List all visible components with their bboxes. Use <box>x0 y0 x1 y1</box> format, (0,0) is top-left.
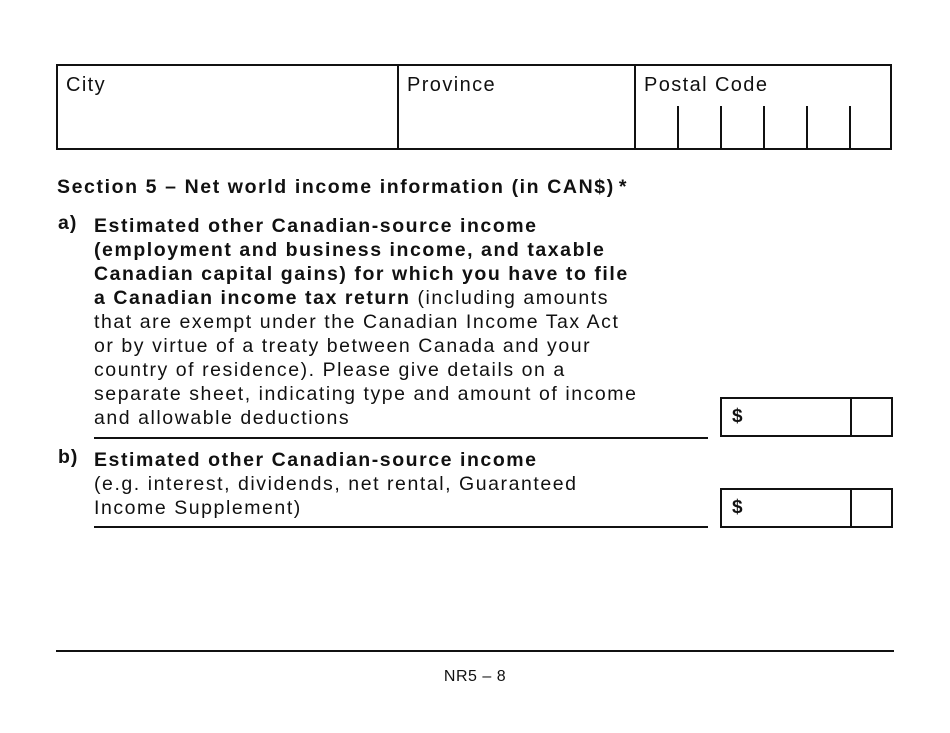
postal-code-divider <box>763 106 765 148</box>
item-a-line: that are exempt under the Canadian Income Tax Act <box>94 311 620 333</box>
item-a-cents-input[interactable] <box>852 399 891 435</box>
city-label: City <box>66 74 107 96</box>
page-number: NR5 – 8 <box>443 668 507 685</box>
postal-code-label: Postal Code <box>644 74 769 96</box>
postal-code-divider <box>849 106 851 148</box>
dollar-sign: $ <box>732 497 743 518</box>
item-a-mixed-line <box>94 286 724 310</box>
item-b-underline <box>94 526 708 528</box>
postal-code-divider <box>677 106 679 148</box>
address-table <box>56 64 892 150</box>
item-a-amount-field[interactable] <box>720 397 893 437</box>
postal-code-field[interactable] <box>636 66 890 148</box>
item-b-marker: b) <box>58 446 79 468</box>
item-a-marker: a) <box>58 212 78 234</box>
item-a-underline <box>94 437 708 439</box>
city-field[interactable] <box>58 66 399 148</box>
dollar-sign: $ <box>732 406 743 427</box>
item-b-text <box>94 448 724 520</box>
item-b-dollars-input[interactable] <box>750 497 846 519</box>
item-a-inline-rest: (including amounts <box>410 287 610 309</box>
item-a-line: and allowable deductions <box>94 407 351 429</box>
province-field[interactable] <box>399 66 636 148</box>
section-heading-text: Section 5 – Net world income information (in CAN$) <box>57 176 615 198</box>
item-b-cents-input[interactable] <box>852 490 891 526</box>
item-a-line: country of residence). Please give details on a <box>94 359 566 381</box>
item-a-bold-inline: a Canadian income tax return <box>94 287 411 309</box>
item-a-text <box>94 214 724 430</box>
item-a-line: or by virtue of a treaty between Canada and your <box>94 335 592 357</box>
postal-code-divider <box>806 106 808 148</box>
item-a-bold-line: Estimated other Canadian-source income <box>94 215 538 237</box>
item-a-bold-line: (employment and business income, and taxable <box>94 239 606 261</box>
item-a-line: separate sheet, indicating type and amount of income <box>94 383 638 405</box>
section-asterisk: * <box>618 176 629 198</box>
item-b-line: Income Supplement) <box>94 497 302 519</box>
item-a-bold-line: Canadian capital gains) for which you have to file <box>94 263 629 285</box>
item-b-amount-field[interactable] <box>720 488 893 528</box>
footer-rule <box>56 650 894 652</box>
province-label: Province <box>407 74 497 96</box>
item-b-line: (e.g. interest, dividends, net rental, Guaranteed <box>94 473 578 495</box>
item-a-dollars-input[interactable] <box>750 406 846 428</box>
item-b-bold-line: Estimated other Canadian-source income <box>94 449 538 471</box>
section-heading <box>57 176 628 199</box>
postal-code-divider <box>720 106 722 148</box>
